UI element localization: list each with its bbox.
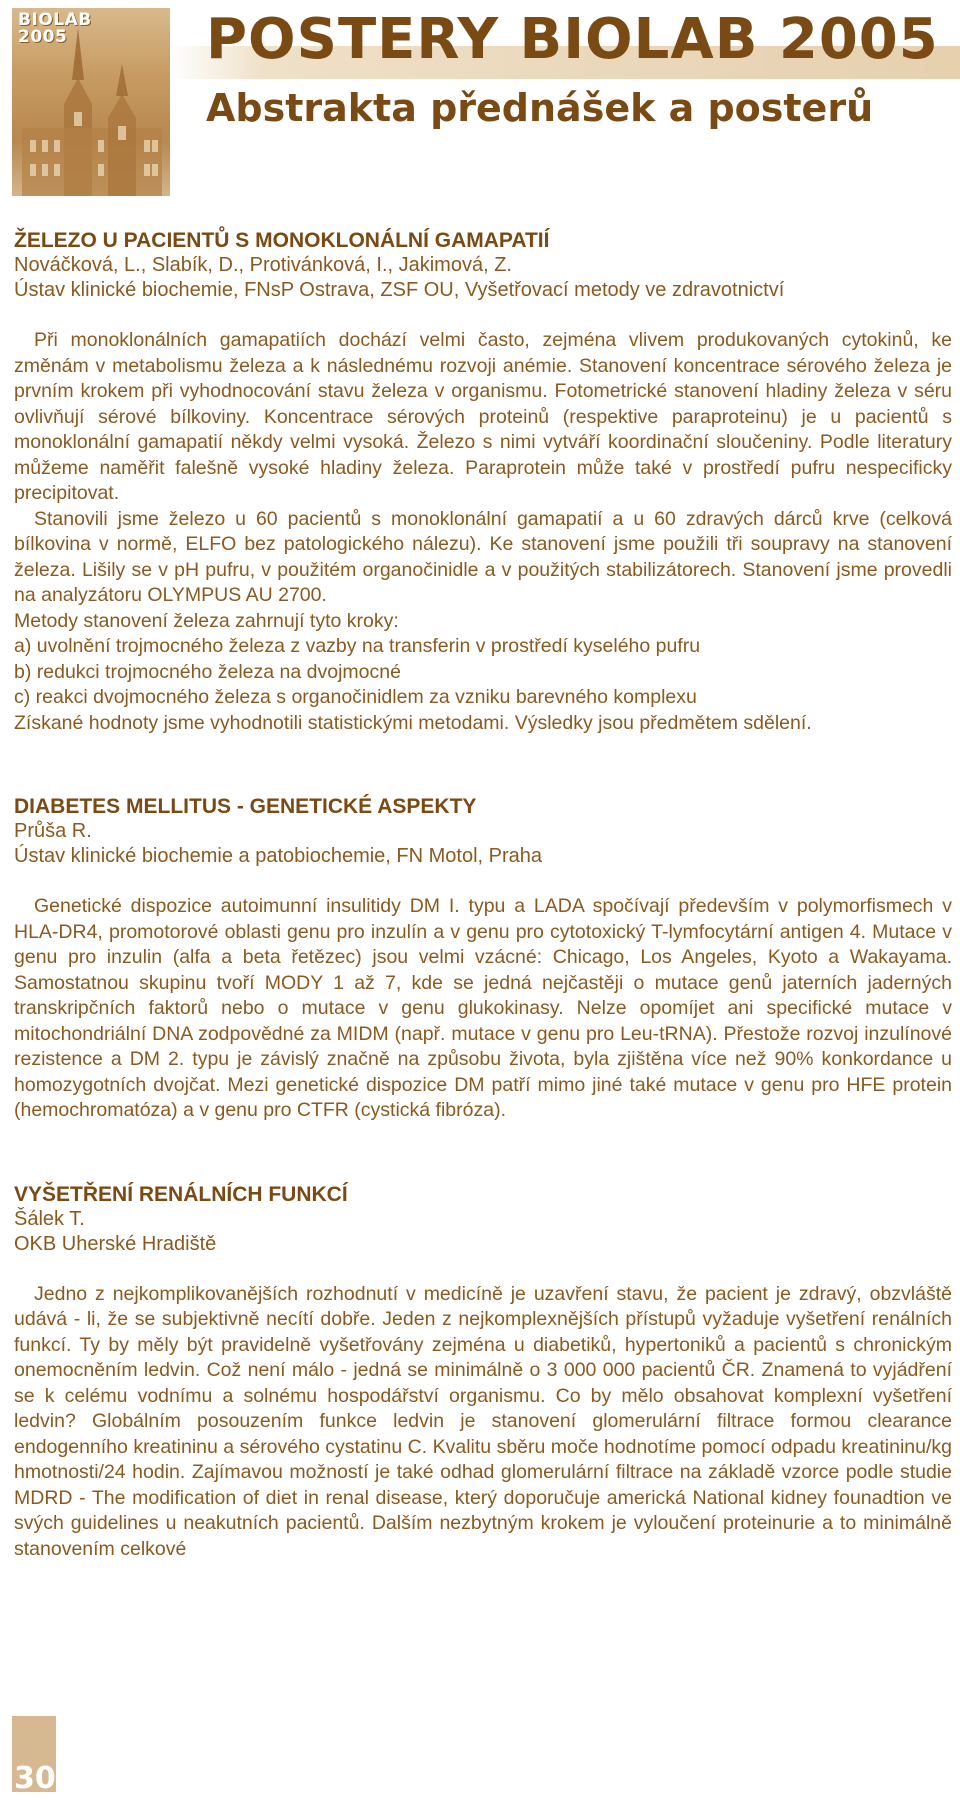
main-content (14, 228, 952, 1562)
article-renal (14, 1182, 952, 1563)
paragraph: Získané hodnoty jsme vyhodnotili statistickými metodami. Výsledky jsou předmětem sdělení. (14, 711, 812, 734)
article-affiliation: Ústav klinické biochemie a patobiochemie, FN Motol, Praha (14, 845, 543, 867)
page-subtitle: Abstrakta přednášek a posterů (206, 86, 874, 130)
paragraph: Genetické dispozice autoimunní insulitidy DM I. typu a LADA spočívají především v polymorfismech v HLA-DR4, promotorové oblasti genu pro inzulín a v genu pro cytotoxický T-lymfocytární antigen 4. Mutace v genu pro inzulin (alfa a beta řetězec) jsou velmi vzácné: Chicago, Los Angeles, Kyoto a Wakayama. Samostatnou skupinu tvoří MODY 1 až 7, kde se jedná nejčastěji o mutace genů jaterních jaderných transkripčních faktorů nebo o mutace v genu glukokinasy. Nelze opomíjet ani specifické mutace v mitochondriální DNA zodpovědné za MIDM (např. mutace v genu pro Leu-tRNA). Přestože rozvoj inzulínové rezistence a DM 2. typu je závislý značně na způsobu života, byla zjištěna více než 90% konkordance u homozygotních dvojčat. Mezi genetické dispozice DM patří mimo jiné také mutace v genu pro HFE protein (hemochromatóza) a v genu pro CTFR (cystická fibróza). (14, 895, 952, 1121)
article-body (14, 328, 952, 736)
article-body (14, 1282, 952, 1563)
article-affiliation: Ústav klinické biochemie, FNsP Ostrava, ZSF OU, Vyšetřovací metody ve zdravotnictví (14, 279, 785, 301)
page-number: 30 (14, 1761, 56, 1796)
biolab-logo (12, 8, 170, 196)
article-title: DIABETES MELLITUS - GENETICKÉ ASPEKTY (14, 795, 477, 818)
logo-text-line1: BIOLAB (18, 10, 92, 30)
article-body (14, 894, 952, 1124)
paragraph: Jedno z nejkomplikovanějších rozhodnutí v medicíně je uzavření stavu, že pacient je zdravý, obzvláště udává - li, že se subjektivně necítí dobře. Jeden z nejkomplexnějších přístupů vyžaduje vyšetření renálních funkcí. Ty by měly být pravidelně vyšetřovány zejména u diabetiků, hypertoniků a pacientů s chronickým onemocněním ledvin. Což není málo - jedná se minimálně o 3 000 000 pacientů ČR. Znamená to vyjádření se k celému vodnímu a solnému hospodářství organismu. Co by mělo obsahovat komplexní vyšetření ledvin? Globálním posouzením funkce ledvin je stanovení glomerulární filtrace formou clearance endogenního kreatininu a sérového cystatinu C. Kvalitu sběru moče hodnotíme pomocí odpadu kreatininu/kg hmotnosti/24 hodin. Zajímavou možností je také odhad glomerulární filtrace na základě vzorce podle studie MDRD - The modification of diet in renal disease, který doporučuje americká National kidney founadtion ve svých guidelines u neakutních pacientů. Dalším nezbytným krokem je vyloučení proteinurie a to minimálně stanovením celkové (14, 1282, 952, 1560)
article-iron (14, 228, 952, 736)
paragraph: Metody stanovení železa zahrnují tyto kroky: (14, 609, 399, 632)
article-title: ŽELEZO U PACIENTŮ S MONOKLONÁLNÍ GAMAPATIÍ (14, 229, 550, 252)
logo-text-line2: 2005 (18, 27, 68, 47)
article-authors: Nováčková, L., Slabík, D., Protivánková, I., Jakimová, Z. (14, 254, 512, 276)
article-diabetes (14, 794, 952, 1124)
article-authors: Šálek T. (14, 1207, 85, 1230)
page-title: POSTERY BIOLAB 2005 (206, 7, 939, 72)
paragraph: Při monoklonálních gamapatiích dochází velmi často, zejména vlivem produkovaných cytokinů, ke změnám v metabolismu železa a k následnému rozvoji anémie. Stanovení koncentrace sérového železa je prvním krokem při vyhodnocování stavu železa v organismu. Fotometrické stanovení hladiny železa v séru ovlivňují sérové bílkoviny. Koncentrace sérových proteinů (respektive paraproteinu) je u pacientů s monoklonální gamapatií někdy velmi vysoká. Železo s nimi vytváří koordinační sloučeniny. Podle literatury můžeme naměřit falešně vysoké hladiny železa. Paraprotein může také v prostředí pufru nespecificky precipitovat. (14, 329, 952, 504)
article-affiliation: OKB Uherské Hradiště (14, 1232, 217, 1255)
logo-text (18, 12, 92, 46)
list-item: a) uvolnění trojmocného železa z vazby na transferin v prostředí kyselého pufru (14, 635, 701, 657)
article-authors: Průša R. (14, 820, 92, 842)
article-title: VYŠETŘENÍ RENÁLNÍCH FUNKCÍ (14, 1182, 348, 1206)
list-item: c) reakci dvojmocného železa s organočinidlem za vzniku barevného komplexu (14, 686, 697, 708)
paragraph: Stanovili jsme železo u 60 pacientů s monoklonální gamapatií a u 60 zdravých dárců krve (celková bílkovina v normě, ELFO bez patologického nálezu). Ke stanovení jsme použili tři soupravy na stanovení železa. Lišily se v pH pufru, v použitém organočinidle a v použitých stabilizátorech. Stanovení jsme provedli na analyzátoru OLYMPUS AU 2700. (14, 507, 952, 606)
list-item: b) redukci trojmocného železa na dvojmocné (14, 660, 401, 683)
